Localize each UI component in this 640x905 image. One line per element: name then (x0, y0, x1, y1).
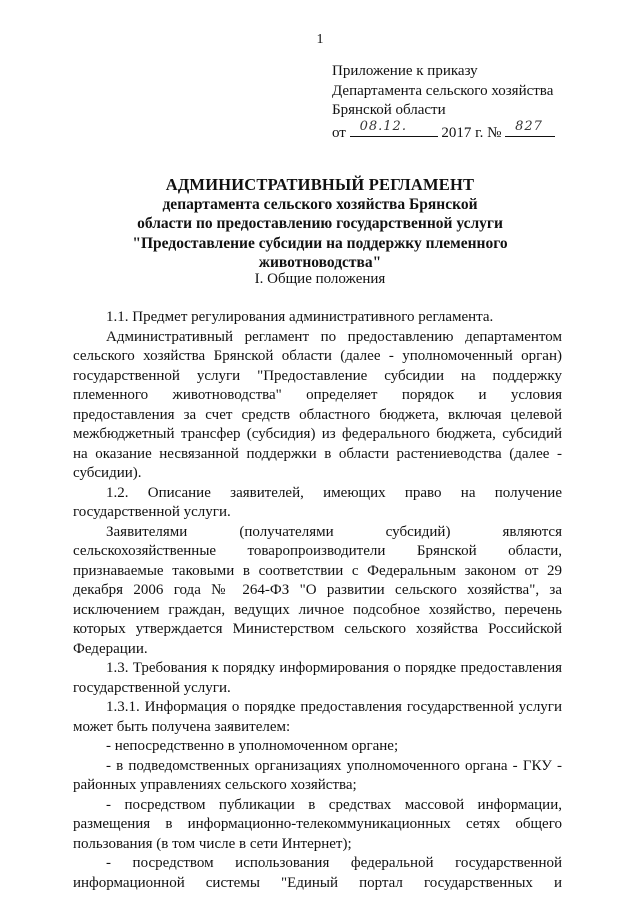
title-line-4: "Предоставление субсидии на поддержку племенного (132, 234, 508, 252)
handwritten-number: 827 (515, 119, 543, 134)
list-item-media: - посредством публикации в средствах массовой информации, размещения в информационно-телекоммуникационных сетях общего пользования (в том числе в сети Интернет); (73, 796, 562, 852)
appendix-line-2: Департамента сельского хозяйства (332, 82, 554, 99)
number-blank (505, 121, 555, 137)
page-number: 1 (316, 32, 324, 47)
appendix-date-line (332, 121, 622, 144)
document-title (100, 175, 540, 273)
paragraph-regulation-text: Административный регламент по предоставлению департаментом сельского хозяйства Брянской области (далее - уполномоченный орган) государственной услуги "Предоставление субсидии на поддержку племенного животноводства" определяет порядок и условия предоставления за счет средств областного бюджета, включая целевой межбюджетный трансфер (субсидия) из федерального бюджета, субсидий на оказание несвязанной поддержки в области растениеводства (далее - субсидии). (73, 328, 562, 481)
title-line-3: области по предоставлению государственной услуги (137, 215, 503, 232)
from-prefix: от (332, 124, 346, 141)
section-heading: I. Общие положения (254, 271, 386, 287)
year-number-label: 2017 г. № (441, 124, 502, 141)
paragraph-1-3-1: 1.3.1. Информация о порядке предоставления государственной услуги может быть получена заявителем: (73, 699, 562, 735)
date-blank (350, 121, 438, 137)
appendix-header (332, 62, 622, 143)
paragraph-applicants: Заявителями (получателями субсидий) являются сельскохозяйственные товаропроизводители Брянской области, признаваемые таковыми в соответствии с Федеральным законом от 29 декабря 2006 года № 264-ФЗ "О развитии сельского хозяйства", за исключением граждан, ведущих личное подсобное хозяйство, перечень которых утверждается Министерством сельского хозяйства Российской Федерации. (73, 523, 562, 657)
appendix-line-1: Приложение к приказу (332, 63, 478, 79)
handwritten-date: 08.12. (359, 119, 407, 134)
paragraph-1-2: 1.2. Описание заявителей, имеющих право на получение государственной услуги. (73, 484, 562, 520)
body-text (73, 308, 562, 893)
list-item-direct: - непосредственно в уполномоченном органе; (106, 738, 399, 754)
paragraph-1-3: 1.3. Требования к порядку информирования о порядке предоставления государственной услуги. (73, 660, 562, 696)
title-main: АДМИНИСТРАТИВНЫЙ РЕГЛАМЕНТ (165, 175, 475, 194)
title-line-2: департамента сельского хозяйства Брянской (162, 195, 478, 213)
list-item-portal: - посредством использования федеральной государственной информационной системы "Единый портал государственных и (73, 855, 562, 891)
list-item-subordinate: - в подведомственных организациях уполномоченного органа - ГКУ - районных управлениях сельского хозяйства; (73, 757, 562, 793)
paragraph-1-1: 1.1. Предмет регулирования административного регламента. (106, 309, 494, 325)
title-line-5: животноводства" (258, 254, 382, 271)
appendix-line-3: Брянской области (332, 102, 446, 118)
